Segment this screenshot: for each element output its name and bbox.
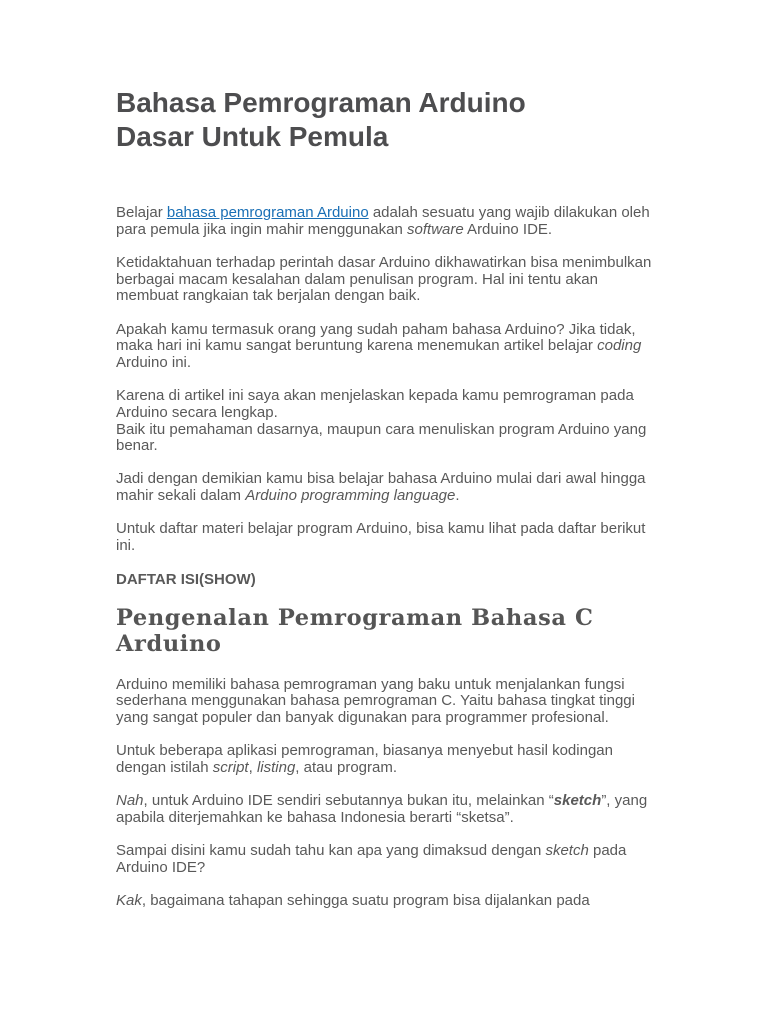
emphasis-text: sketch	[545, 842, 589, 860]
text-span: Apakah kamu termasuk orang yang sudah paham bahasa Arduino? Jika tidak, maka hari ini kamu sangat beruntung karena menemukan artikel belajar	[116, 320, 636, 355]
text-span: Arduino ini.	[116, 353, 192, 371]
text-span: Baik itu pemahaman dasarnya, maupun cara menuliskan program Arduino yang benar.	[116, 420, 647, 455]
title-line-1: Bahasa Pemrograman Arduino	[116, 87, 526, 118]
document-page	[116, 86, 656, 910]
arduino-language-link[interactable]: bahasa pemrograman Arduino	[166, 204, 369, 221]
text-span: ”, yang apabila diterjemahkan ke bahasa Indonesia berarti “sketsa”.	[116, 792, 648, 826]
text-span: Belajar	[116, 204, 167, 221]
text-span: pada Arduino IDE?	[116, 842, 627, 876]
intro-paragraph-6: Untuk daftar materi belajar program Arduino, bisa kamu lihat pada daftar berikut ini.	[116, 520, 646, 555]
section-paragraph-4	[116, 843, 656, 876]
text-span: Jadi dengan demikian kamu bisa belajar bahasa Arduino mulai dari awal hingga mahir sekali dalam	[116, 470, 646, 505]
intro-paragraph-1	[116, 205, 656, 238]
intro-paragraph-2: Ketidaktahuan terhadap perintah dasar Arduino dikhawatirkan bisa menimbulkan berbagai macam kesalahan dalam penulisan program. Hal ini tentu akan membuat rangkaian tak berjalan dengan baik.	[116, 253, 652, 305]
section-paragraph-2	[116, 743, 656, 776]
text-span: Karena di artikel ini saya akan menjelaskan kepada kamu pemrograman pada Arduino secara lengkap.	[116, 387, 634, 421]
text-span: , bagaimana tahapan sehingga suatu program bisa dijalankan pada	[141, 892, 590, 910]
text-span: .	[455, 487, 460, 505]
text-span: , atau program.	[295, 759, 398, 777]
text-span: Untuk beberapa aplikasi pemrograman, biasanya menyebut hasil kodingan dengan istilah	[116, 742, 613, 777]
intro-paragraph-4	[116, 388, 656, 455]
table-of-contents-toggle[interactable]: DAFTAR ISI(SHOW)	[116, 570, 256, 588]
emphasis-text: Nah	[116, 792, 144, 810]
page-title	[116, 86, 656, 154]
emphasis-text: coding	[597, 337, 642, 355]
strong-emphasis-text: sketch	[553, 792, 602, 810]
emphasis-text: software	[407, 220, 464, 238]
text-span: adalah sesuatu yang wajib dilakukan oleh para pemula jika ingin mahir menggunakan	[116, 204, 650, 238]
section-heading: Pengenalan Pemrograman Bahasa C Arduino	[116, 604, 594, 657]
text-span: Arduino IDE.	[463, 220, 553, 238]
section-paragraph-5	[116, 893, 656, 910]
section-paragraph-3	[116, 793, 656, 826]
emphasis-text: script	[212, 759, 249, 777]
text-span: Sampai disini kamu sudah tahu kan apa yang dimaksud dengan	[116, 842, 546, 860]
text-span: ,	[248, 759, 257, 777]
emphasis-text: Kak	[116, 892, 142, 910]
text-span: , untuk Arduino IDE sendiri sebutannya bukan itu, melainkan “	[143, 792, 554, 810]
title-line-2: Dasar Untuk Pemula	[116, 121, 389, 152]
section-paragraph-1: Arduino memiliki bahasa pemrograman yang baku untuk menjalankan fungsi sederhana menggunakan bahasa pemrograman C. Yaitu bahasa tingkat tinggi yang sangat populer dan banyak digunakan para programmer profesional.	[116, 675, 635, 727]
intro-paragraph-3	[116, 322, 656, 372]
emphasis-text: Arduino programming language	[245, 487, 456, 505]
emphasis-text: listing	[256, 759, 296, 777]
intro-paragraph-5	[116, 471, 656, 504]
